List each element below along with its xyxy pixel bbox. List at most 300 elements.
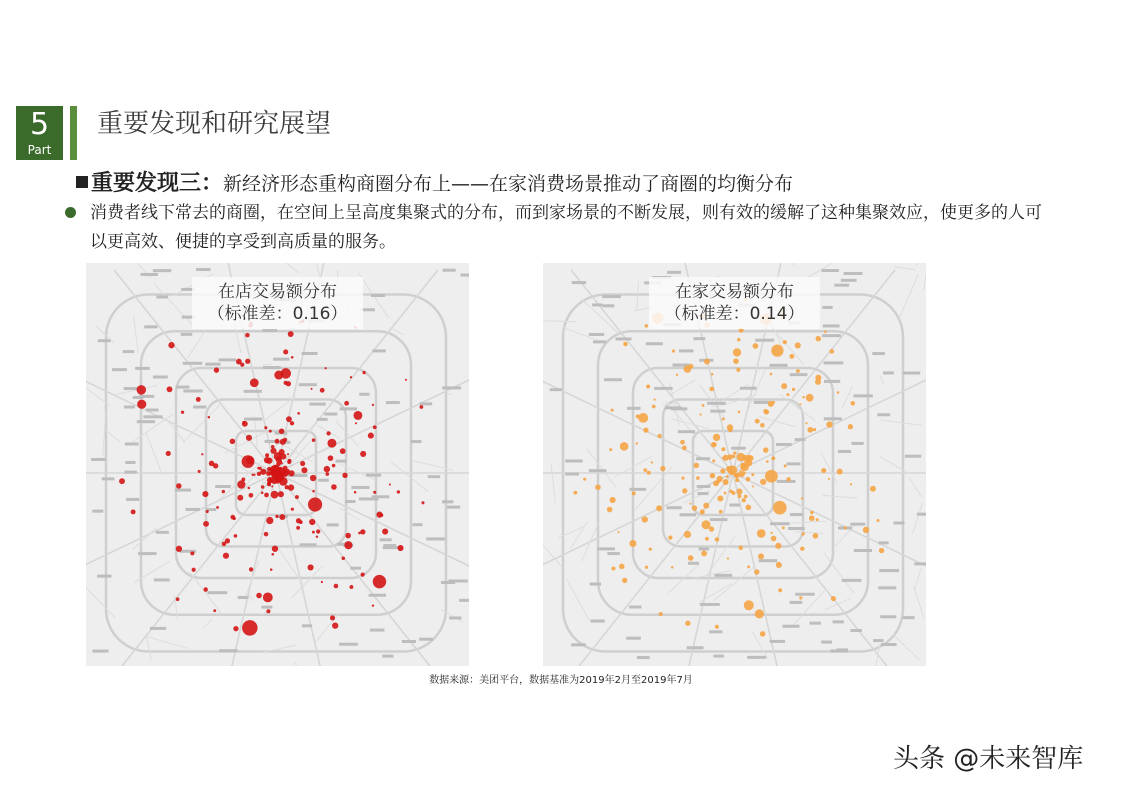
map-dot — [360, 529, 365, 534]
map-dot — [250, 378, 259, 387]
map-dot — [267, 467, 271, 471]
map-dot — [345, 533, 351, 539]
map-dot — [755, 609, 764, 618]
map-dot — [350, 376, 352, 378]
map-dot — [248, 487, 251, 490]
map-dot — [651, 461, 653, 463]
map-dot — [245, 333, 250, 338]
map-dot — [863, 527, 869, 533]
map-dot — [622, 578, 627, 583]
map-dot — [230, 439, 236, 445]
map-dot — [792, 388, 795, 391]
map-dot — [308, 497, 322, 511]
map-dot — [738, 411, 741, 414]
map-dot — [739, 546, 743, 550]
map-dot — [807, 427, 813, 433]
map-dot — [660, 466, 665, 471]
map-dot — [223, 553, 229, 559]
map-dot — [330, 615, 335, 620]
map-dot — [705, 537, 709, 541]
map-dot — [656, 505, 662, 511]
map-dot — [372, 404, 374, 406]
map-dot — [290, 421, 294, 425]
map-dot — [344, 401, 349, 406]
map-dot — [216, 506, 219, 509]
map-dot — [263, 592, 273, 602]
map-dot — [214, 367, 219, 372]
map-dot — [308, 564, 314, 570]
map-dot — [237, 495, 243, 501]
map-dot — [821, 468, 826, 473]
map-dot — [382, 528, 388, 534]
map-dot — [201, 453, 203, 455]
map-dot — [271, 491, 279, 499]
map-dot — [252, 474, 254, 476]
map-dot — [316, 535, 318, 537]
map-dot — [642, 516, 648, 522]
map-dot — [321, 581, 323, 583]
map-in-store-subtitle: （标准差：0.16） — [207, 304, 348, 324]
map-dot — [261, 491, 264, 494]
map-dot — [332, 623, 338, 629]
map-dot — [692, 505, 697, 510]
map-dot — [747, 565, 750, 568]
map-dot — [275, 515, 278, 518]
map-dot — [751, 473, 754, 476]
map-dot — [784, 464, 787, 467]
map-dot — [405, 379, 407, 381]
map-dot — [354, 491, 357, 494]
map-dot — [744, 600, 754, 610]
map-dot — [815, 375, 821, 381]
map-dot — [799, 596, 802, 599]
map-at-home-label — [649, 277, 821, 329]
map-dot — [131, 509, 136, 514]
square-bullet-icon — [76, 176, 88, 188]
map-dot — [659, 612, 663, 616]
map-dot — [828, 478, 830, 480]
map-dot — [731, 472, 734, 475]
map-dot — [638, 413, 648, 423]
map-dot — [190, 551, 194, 555]
map-dot — [696, 476, 700, 480]
map-dot — [802, 532, 805, 535]
map-dot — [373, 575, 386, 588]
watermark: 头条 @未来智库 — [893, 744, 1084, 774]
map-dot — [771, 344, 783, 356]
map-dot — [717, 481, 720, 484]
map-dot — [643, 427, 648, 432]
map-dot — [680, 440, 685, 445]
map-dot — [758, 553, 764, 559]
map-dot — [786, 477, 790, 481]
map-dot — [203, 587, 208, 592]
map-dot — [421, 501, 424, 504]
map-dot — [733, 348, 741, 356]
map-dot — [722, 417, 725, 420]
map-dot — [709, 526, 714, 531]
map-dot — [771, 532, 773, 534]
map-dot — [595, 484, 601, 490]
map-dot — [813, 428, 816, 431]
map-dot — [776, 562, 782, 568]
map-dot — [213, 463, 218, 468]
map-dot — [623, 342, 628, 347]
map-dot — [192, 568, 196, 572]
map-dot — [782, 526, 785, 529]
map-dot — [376, 512, 382, 518]
map-dot — [684, 531, 691, 538]
map-dot — [682, 488, 687, 493]
map-dot — [722, 457, 724, 459]
map-dot — [799, 403, 801, 405]
map-dot — [620, 442, 629, 451]
map-dot — [301, 467, 307, 473]
map-dot — [266, 609, 270, 613]
map-dot — [653, 398, 655, 400]
map-dot — [647, 471, 651, 475]
map-dot — [271, 485, 273, 487]
map-dot — [373, 425, 377, 429]
map-dot — [344, 541, 352, 549]
map-dot — [765, 470, 778, 483]
map-dot — [233, 626, 238, 631]
map-dot — [879, 548, 884, 553]
map-dot — [324, 466, 330, 472]
map-dot — [742, 498, 746, 502]
map-dot — [611, 409, 614, 412]
map-dot — [702, 404, 705, 407]
map-dot — [225, 538, 230, 543]
map-dot — [242, 620, 257, 635]
map-dot — [682, 446, 687, 451]
map-dot — [573, 491, 577, 495]
map-dot — [288, 484, 294, 490]
part-label: Part — [27, 143, 52, 157]
map-dot — [208, 416, 210, 418]
map-dot — [275, 471, 279, 475]
map-dot — [720, 468, 725, 473]
map-dot — [717, 495, 723, 501]
map-dot — [176, 597, 180, 601]
map-dot — [711, 442, 717, 448]
map-dot — [672, 349, 675, 352]
map-dot — [269, 430, 272, 433]
map-dot — [813, 533, 819, 539]
map-in-store — [86, 263, 469, 666]
map-dot — [689, 503, 691, 505]
map-dot — [168, 342, 174, 348]
map-dot — [278, 491, 284, 497]
map-dot — [327, 439, 336, 448]
map-dot — [763, 447, 768, 452]
map-dot — [837, 469, 843, 475]
map-dot — [742, 455, 747, 460]
map-dot — [775, 543, 781, 549]
map-dot — [736, 368, 740, 372]
map-dot — [607, 507, 613, 513]
map-dot — [800, 546, 804, 550]
map-dot — [119, 478, 125, 484]
map-dot — [281, 368, 291, 378]
map-dot — [373, 491, 376, 494]
map-dot — [311, 388, 313, 390]
map-dot — [802, 396, 805, 399]
map-dot — [829, 349, 834, 354]
map-dot — [266, 471, 271, 476]
map-dot — [283, 438, 287, 442]
map-dot — [296, 526, 300, 530]
map-dot — [646, 384, 650, 388]
map-dot — [291, 508, 294, 511]
map-dot — [760, 631, 766, 637]
map-dot — [740, 462, 749, 471]
map-dot — [213, 609, 216, 612]
map-dot — [264, 457, 270, 463]
map-dot — [279, 453, 282, 456]
part-divider-bar — [70, 106, 77, 160]
map-dot — [334, 584, 339, 589]
map-dot — [331, 484, 337, 490]
map-dot — [715, 625, 719, 629]
map-dot — [801, 497, 803, 499]
section-title: 重要发现和研究展望 — [97, 109, 332, 139]
map-dot — [264, 532, 269, 537]
map-dot — [733, 451, 736, 454]
map-dot — [362, 371, 365, 374]
map-dot — [271, 478, 277, 484]
map-dot — [772, 401, 775, 404]
map-dot — [645, 324, 649, 328]
map-dot — [326, 431, 330, 435]
map-dot — [737, 338, 741, 342]
map-at-home-title: 在家交易额分布 — [674, 282, 794, 302]
map-dot — [286, 416, 292, 422]
map-dot — [703, 503, 709, 509]
map-dot — [723, 479, 729, 485]
map-dot — [688, 555, 694, 561]
map-dot — [312, 490, 315, 493]
map-dot — [368, 433, 374, 439]
map-dot — [685, 621, 690, 626]
map-dot — [716, 476, 722, 482]
map-dot — [203, 521, 209, 527]
map-dot — [222, 490, 225, 493]
map-dot — [738, 494, 742, 498]
map-dot — [325, 367, 327, 369]
bullet-dot-icon — [65, 207, 76, 218]
map-dot — [360, 451, 366, 457]
map-dot — [353, 411, 362, 420]
map-dot — [726, 466, 732, 472]
map-dot — [325, 472, 329, 476]
map-dot — [773, 501, 787, 515]
map-dot — [689, 364, 694, 369]
map-dot — [300, 461, 305, 466]
map-dot — [312, 438, 316, 442]
map-dot — [796, 369, 800, 373]
map-dot — [809, 515, 815, 521]
map-dot — [619, 564, 625, 570]
map-dot — [652, 405, 656, 409]
map-at-home — [543, 263, 926, 666]
map-dot — [276, 462, 281, 467]
map-dot — [744, 495, 748, 499]
map-dot — [617, 531, 619, 533]
map-dot — [844, 526, 847, 529]
map-dot — [806, 394, 814, 402]
map-dot — [611, 566, 615, 570]
map-dot — [202, 491, 208, 497]
map-dot — [271, 553, 274, 556]
map-dot — [824, 330, 827, 333]
map-dot — [272, 470, 274, 472]
map-dot — [328, 455, 334, 461]
map-dot — [752, 485, 754, 487]
map-dot — [699, 413, 701, 415]
map-dot — [632, 491, 636, 495]
map-dot — [342, 557, 346, 561]
map-dot — [876, 519, 879, 522]
map-dot — [724, 492, 727, 495]
map-dot — [727, 557, 729, 559]
map-dot — [246, 435, 252, 441]
map-dot — [281, 469, 288, 476]
map-dot — [230, 515, 235, 520]
map-dot — [826, 421, 832, 427]
map-dot — [397, 490, 400, 493]
map-dot — [731, 491, 735, 495]
map-dot — [196, 397, 201, 402]
map-dot — [291, 356, 294, 359]
map-dot — [810, 511, 814, 515]
map-dot — [734, 473, 739, 478]
map-dot — [766, 460, 769, 463]
map-dot — [137, 400, 146, 409]
map-dot — [137, 385, 147, 395]
map-dot — [831, 596, 836, 601]
map-dot — [309, 519, 315, 525]
map-dot — [320, 388, 325, 393]
map-dot — [745, 505, 751, 511]
map-dot — [176, 483, 181, 488]
map-dot — [789, 354, 794, 359]
map-dot — [265, 453, 269, 457]
map-dot — [848, 424, 853, 429]
map-dot — [816, 518, 819, 521]
map-dot — [645, 566, 648, 569]
map-dot — [198, 470, 201, 473]
map-dot — [726, 475, 729, 478]
map-dot — [671, 566, 674, 569]
map-dot — [242, 455, 255, 468]
map-dot — [757, 529, 766, 538]
map-dot — [236, 359, 242, 365]
map-dot — [837, 391, 840, 394]
map-dot — [295, 495, 299, 499]
map-dot — [166, 451, 171, 456]
map-dot — [735, 478, 739, 482]
map-dot — [850, 483, 852, 485]
map-dot — [681, 477, 684, 480]
map-dot — [420, 405, 424, 409]
map-dot — [700, 509, 705, 514]
map-dot — [389, 483, 391, 485]
map-dot — [297, 412, 300, 415]
map-dot — [778, 588, 782, 592]
map-dot — [245, 359, 250, 364]
bullet-text: 消费者线下常去的商圈，在空间上呈高度集聚式的分布，而到家场景的不断发展，则有效的缓解了这种集聚效应，使更多的人可以更高效、便捷的享受到高质量的服务。 — [90, 203, 1042, 252]
map-dot — [340, 448, 346, 454]
map-dot — [276, 456, 282, 462]
map-dot — [713, 434, 720, 441]
map-dot — [727, 424, 733, 430]
map-dot — [272, 546, 278, 552]
map-dot — [851, 401, 856, 406]
map-dot — [270, 568, 273, 571]
part-number: 5 — [29, 107, 50, 142]
map-dot — [288, 331, 294, 337]
map-at-home-subtitle: （标准差：0.14） — [664, 304, 805, 324]
map-dot — [583, 478, 586, 481]
map-dot — [755, 419, 760, 424]
map-in-store-title: 在店交易额分布 — [217, 282, 337, 302]
map-dot — [629, 540, 636, 547]
map-dot — [349, 585, 353, 589]
map-dot — [754, 569, 759, 574]
map-dot — [783, 340, 787, 344]
part-number-badge — [16, 106, 63, 160]
finding-heading-line — [76, 169, 793, 199]
map-dot — [332, 464, 336, 468]
map-dot — [249, 567, 253, 571]
map-dot — [805, 422, 807, 424]
map-dot — [176, 546, 182, 552]
map-dot — [781, 383, 787, 389]
map-dot — [731, 454, 735, 458]
map-dot — [181, 411, 184, 414]
map-dot — [658, 434, 662, 438]
map-dot — [736, 489, 742, 495]
map-dot — [709, 387, 714, 392]
map-dot — [275, 439, 280, 444]
map-dot — [260, 469, 266, 475]
map-in-store-label — [192, 277, 364, 329]
map-dot — [704, 359, 710, 365]
map-dot — [770, 373, 773, 376]
finding-subtitle: 新经济形态重构商圈分布上——在家消费场景推动了商圈的均衡分布 — [223, 173, 794, 195]
map-dot — [609, 448, 612, 451]
map-dot — [649, 548, 652, 551]
map-dot — [610, 497, 616, 503]
map-dot — [738, 471, 745, 478]
map-dot — [694, 463, 699, 468]
map-dot — [733, 358, 739, 364]
map-dot — [710, 473, 715, 478]
map-dot — [721, 447, 725, 451]
map-dot — [310, 475, 316, 481]
map-dot — [372, 604, 374, 606]
map-dot — [715, 537, 720, 542]
map-dot — [760, 423, 765, 428]
map-dot — [234, 534, 238, 538]
map-dot — [283, 349, 288, 354]
map-dot — [760, 479, 766, 485]
map-dot — [711, 373, 714, 376]
map-dot — [786, 393, 789, 396]
map-dot — [296, 518, 301, 523]
map-dot — [249, 493, 254, 498]
